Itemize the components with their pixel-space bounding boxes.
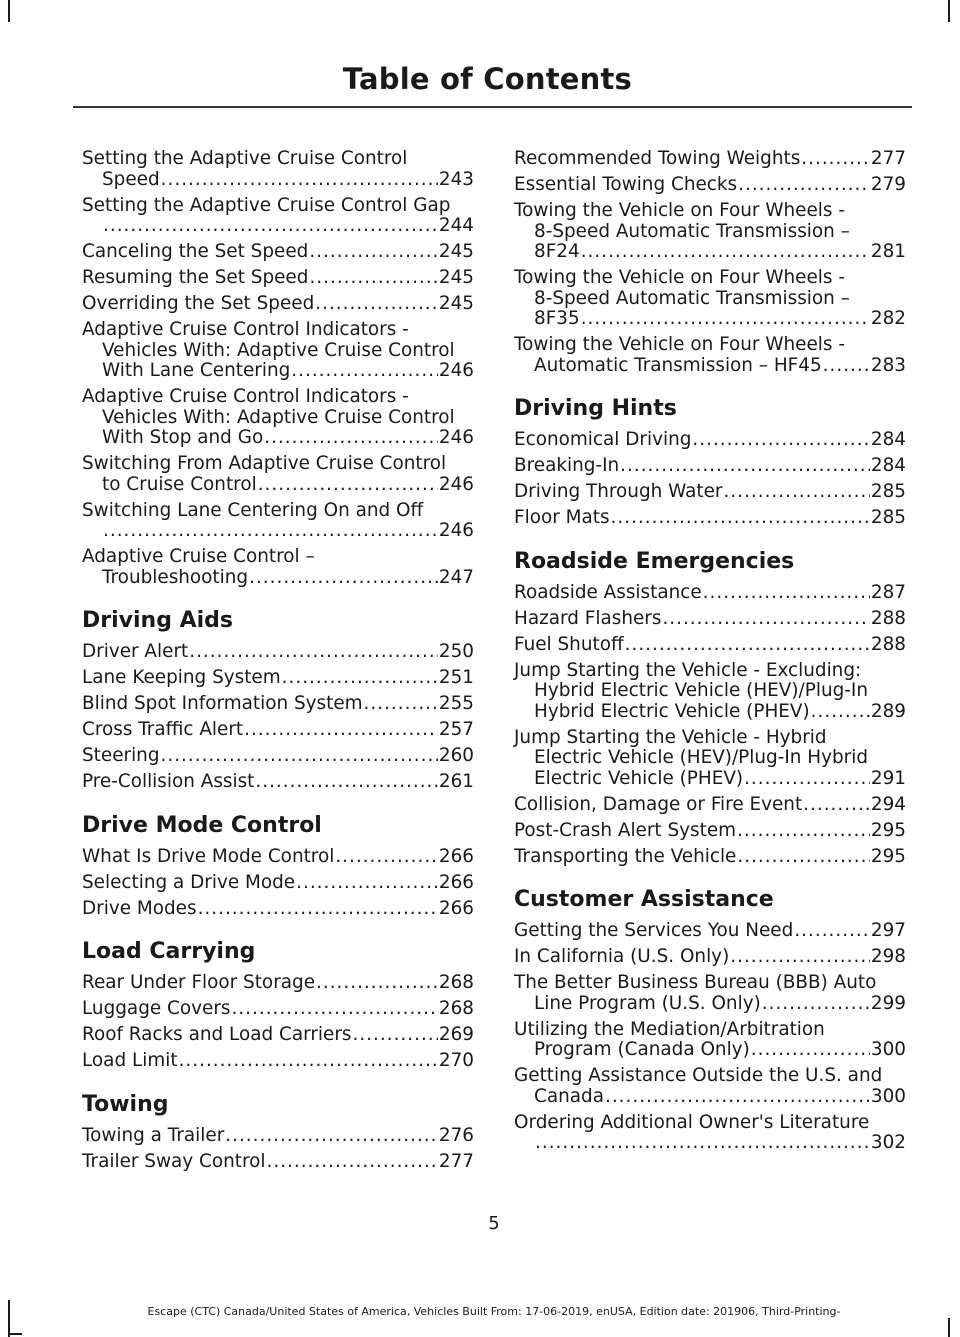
toc-column-right: [514, 149, 906, 1159]
toc-entry[interactable]: [514, 335, 906, 376]
toc-entry[interactable]: [514, 973, 906, 1014]
toc-entry[interactable]: [82, 149, 474, 190]
toc-entry-text: Hybrid Electric Vehicle (PHEV): [534, 700, 810, 722]
toc-entry[interactable]: [514, 947, 906, 968]
toc-entry[interactable]: [514, 1020, 906, 1061]
dot-leader: [730, 947, 870, 968]
dot-leader: [231, 999, 437, 1020]
toc-entry-text: Ordering Additional Owner's Literature: [514, 1111, 870, 1133]
toc-page-number: 281: [870, 241, 906, 262]
toc-entry-text: Post-Crash Alert System: [514, 819, 737, 841]
toc-entry-text: Cross Traffic Alert: [82, 719, 244, 740]
dot-leader: [291, 361, 438, 382]
toc-entry[interactable]: [514, 456, 906, 477]
section-heading: Customer Assistance: [514, 887, 774, 912]
dot-leader: [581, 242, 870, 263]
toc-page-number: 268: [438, 972, 474, 993]
toc-entry[interactable]: [82, 973, 474, 994]
dot-leader: [296, 873, 438, 894]
section-heading: Driving Hints: [514, 396, 677, 421]
toc-entry-text: 8-Speed Automatic Transmission –: [534, 220, 850, 242]
toc-page-number: 277: [438, 1150, 474, 1172]
toc-entry-text: Drive Modes: [82, 897, 197, 919]
toc-entry-text: Breaking-In: [514, 455, 620, 476]
toc-entry[interactable]: [82, 294, 474, 315]
toc-page-number: 288: [870, 607, 906, 629]
section-heading: Towing: [82, 1091, 169, 1117]
section-heading: Drive Mode Control: [82, 812, 322, 838]
toc-entry[interactable]: [82, 196, 474, 237]
toc-entry[interactable]: [514, 175, 906, 196]
toc-page-number: 269: [438, 1024, 474, 1045]
toc-entry-text: Line Program (U.S. Only): [534, 992, 761, 1014]
toc-entry-text: Floor Mats: [514, 507, 610, 528]
toc-column-left: [82, 149, 474, 1178]
toc-page-number: 284: [870, 429, 906, 450]
toc-entry-text: Getting the Services You Need: [514, 920, 794, 941]
toc-page-number: 291: [870, 767, 906, 789]
dot-leader: [282, 668, 438, 689]
toc-entry-text: Blind Spot Information System: [82, 693, 363, 714]
dot-leader: [309, 242, 438, 263]
toc-entry[interactable]: [82, 694, 474, 715]
toc-entry[interactable]: [514, 847, 906, 868]
toc-entry-text: Selecting a Drive Mode: [82, 871, 296, 893]
toc-page-number: 297: [870, 920, 906, 941]
dot-leader: [737, 821, 870, 842]
toc-page-number: 243: [438, 168, 474, 190]
header-rule: [73, 106, 912, 108]
toc-entry[interactable]: [514, 583, 906, 604]
dot-leader: [535, 1133, 870, 1154]
toc-entry-text: Speed: [102, 168, 160, 190]
dot-leader: [161, 170, 438, 191]
dot-leader: [724, 482, 870, 503]
dot-leader: [620, 456, 870, 477]
toc-entry[interactable]: [82, 668, 474, 689]
dot-leader: [605, 1087, 870, 1108]
toc-entry[interactable]: [82, 387, 474, 449]
crop-mark: [948, 0, 950, 22]
dot-leader: [103, 521, 438, 542]
toc-entry-text: Towing the Vehicle on Four Wheels -: [514, 334, 845, 355]
toc-entry[interactable]: [82, 1051, 474, 1072]
toc-entry[interactable]: [514, 268, 906, 330]
dot-leader: [249, 568, 438, 589]
toc-page-number: 261: [438, 771, 474, 792]
toc-entry-text: Program (Canada Only): [534, 1039, 750, 1060]
toc-page-number: 246: [438, 427, 474, 448]
dot-leader: [316, 973, 438, 994]
toc-page-number: 299: [870, 992, 906, 1014]
toc-entry[interactable]: [514, 430, 906, 451]
toc-entry-text: Electric Vehicle (PHEV): [534, 767, 744, 789]
toc-page-number: 289: [870, 700, 906, 722]
dot-leader: [103, 216, 438, 237]
toc-entry[interactable]: [82, 873, 474, 894]
toc-entry-text: Steering: [82, 745, 160, 766]
toc-entry[interactable]: [514, 821, 906, 842]
toc-page-number: 268: [438, 998, 474, 1019]
toc-page-number: 244: [438, 215, 474, 236]
toc-page-number: 300: [870, 1039, 906, 1060]
dot-leader: [811, 702, 870, 723]
dot-leader: [309, 268, 437, 289]
toc-entry-text: Trailer Sway Control: [82, 1150, 266, 1172]
section-heading: Driving Aids: [82, 608, 234, 633]
toc-entry[interactable]: [82, 772, 474, 793]
toc-entry-text: Adaptive Cruise Control Indicators -: [82, 386, 409, 407]
toc-entry-text: Driver Alert: [82, 641, 189, 662]
crop-mark: [948, 1318, 950, 1337]
toc-page-number: 287: [870, 581, 906, 603]
toc-entry-text: Economical Driving: [514, 429, 692, 450]
toc-entry[interactable]: [82, 899, 474, 920]
toc-page-number: 260: [438, 745, 474, 766]
toc-entry-text: Collision, Damage or Fire Event: [514, 793, 803, 815]
toc-entry-text: 8F35: [534, 308, 580, 329]
toc-page-number: 285: [870, 507, 906, 528]
toc-page-number: 302: [870, 1132, 906, 1153]
toc-entry-text: Getting Assistance Outside the U.S. and: [514, 1065, 883, 1086]
toc-page-number: 277: [870, 148, 906, 169]
toc-page-number: 246: [438, 473, 474, 495]
toc-entry-text: Canceling the Set Speed: [82, 241, 309, 262]
toc-page-number: 298: [870, 946, 906, 967]
toc-entry[interactable]: [514, 201, 906, 263]
toc-page-number: 251: [438, 667, 474, 688]
toc-page-number: 270: [438, 1050, 474, 1071]
toc-entry[interactable]: [514, 728, 906, 790]
toc-entry[interactable]: [82, 746, 474, 767]
dot-leader: [179, 1051, 438, 1072]
toc-page-number: 285: [870, 481, 906, 502]
toc-page-number: 246: [438, 520, 474, 541]
toc-entry-text: Automatic Transmission – HF45: [534, 354, 822, 376]
toc-entry-text: Vehicles With: Adaptive Cruise Control: [102, 339, 455, 361]
page-title: Table of Contents: [342, 62, 632, 96]
toc-entry-text: Towing the Vehicle on Four Wheels -: [514, 200, 845, 221]
toc-entry-text: Load Limit: [82, 1050, 178, 1071]
toc-page-number: 294: [870, 793, 906, 815]
toc-entry-text: Adaptive Cruise Control –: [82, 546, 315, 567]
toc-entry-text: Resuming the Set Speed: [82, 267, 309, 288]
toc-page-number: 295: [870, 845, 906, 867]
toc-entry-text: Recommended Towing Weights: [514, 148, 801, 169]
dot-leader: [762, 994, 870, 1015]
toc-entry[interactable]: [82, 268, 474, 289]
dot-leader: [662, 609, 869, 630]
section-heading: Load Carrying: [82, 939, 256, 964]
toc-entry[interactable]: [82, 547, 474, 588]
crop-mark: [8, 1333, 22, 1335]
toc-entry-text: Troubleshooting: [102, 566, 249, 588]
toc-entry-text: Vehicles With: Adaptive Cruise Control: [102, 406, 455, 428]
toc-page-number: 284: [870, 455, 906, 476]
toc-entry-text: In California (U.S. Only): [514, 946, 730, 967]
toc-entry-text: Jump Starting the Vehicle - Hybrid: [514, 726, 827, 748]
toc-page-number: 266: [438, 871, 474, 893]
toc-page-number: 245: [438, 267, 474, 288]
dot-leader: [161, 746, 438, 767]
toc-entry-text: Overriding the Set Speed: [82, 293, 315, 314]
dot-leader: [794, 921, 870, 942]
toc-entry-text: Switching From Adaptive Cruise Control: [82, 453, 447, 474]
toc-entry-text: Driving Through Water: [514, 481, 723, 502]
toc-page-number: 250: [438, 641, 474, 662]
toc-page-number: 282: [870, 308, 906, 329]
dot-leader: [737, 847, 870, 868]
toc-entry[interactable]: [82, 1152, 474, 1173]
crop-mark: [8, 0, 10, 22]
toc-entry[interactable]: [514, 609, 906, 630]
toc-entry[interactable]: [514, 635, 906, 656]
toc-entry-text: to Cruise Control: [102, 473, 257, 495]
toc-entry-text: Setting the Adaptive Cruise Control Gap: [82, 194, 451, 216]
toc-entry-text: Towing the Vehicle on Four Wheels -: [514, 267, 845, 288]
toc-page-number: 276: [438, 1124, 474, 1146]
dot-leader: [692, 430, 869, 451]
toc-entry-text: With Lane Centering: [102, 360, 291, 381]
toc-entry[interactable]: [514, 482, 906, 503]
toc-entry-text: Towing a Trailer: [82, 1124, 225, 1146]
toc-entry[interactable]: [82, 1126, 474, 1147]
toc-entry[interactable]: [82, 242, 474, 263]
dot-leader: [353, 1025, 438, 1046]
toc-entry-text: Hazard Flashers: [514, 607, 662, 629]
dot-leader: [364, 694, 438, 715]
toc-entry-text: Fuel Shutoff: [514, 633, 624, 655]
dot-leader: [801, 149, 870, 170]
toc-entry[interactable]: [82, 1025, 474, 1046]
toc-entry-text: Rear Under Floor Storage: [82, 972, 316, 993]
dot-leader: [255, 772, 438, 793]
toc-entry[interactable]: [514, 1113, 906, 1154]
toc-entry-text: Roof Racks and Load Carriers: [82, 1024, 352, 1045]
dot-leader: [611, 508, 870, 529]
toc-page-number: 266: [438, 897, 474, 919]
dot-leader: [267, 1152, 438, 1173]
dot-leader: [258, 475, 438, 496]
toc-entry-text: What Is Drive Mode Control: [82, 845, 335, 867]
toc-page-number: 245: [438, 241, 474, 262]
toc-entry-text: Canada: [534, 1085, 604, 1107]
dot-leader: [189, 642, 438, 663]
dot-leader: [751, 1040, 870, 1061]
toc-entry-text: Roadside Assistance: [514, 581, 702, 603]
toc-page-number: 247: [438, 566, 474, 588]
toc-page-number: 246: [438, 360, 474, 381]
page-number: 5: [488, 1213, 500, 1234]
dot-leader: [581, 309, 870, 330]
toc-entry-text: Pre-Collision Assist: [82, 771, 255, 792]
dot-leader: [738, 175, 870, 196]
toc-entry-text: Jump Starting the Vehicle - Excluding:: [514, 659, 862, 681]
toc-entry[interactable]: [514, 149, 906, 170]
toc-entry[interactable]: [82, 999, 474, 1020]
toc-page-number: 283: [870, 354, 906, 376]
toc-page-number: 255: [438, 693, 474, 714]
dot-leader: [335, 847, 438, 868]
dot-leader: [703, 583, 870, 604]
dot-leader: [625, 635, 870, 656]
dot-leader: [244, 720, 438, 741]
toc-entry[interactable]: [514, 661, 906, 723]
dot-leader: [803, 795, 870, 816]
toc-entry-text: Transporting the Vehicle: [514, 845, 737, 867]
toc-entry[interactable]: [82, 642, 474, 663]
dot-leader: [225, 1126, 438, 1147]
dot-leader: [823, 356, 870, 377]
footer-text: Escape (CTC) Canada/United States of America, Vehicles Built From: 17-06-2019, enUSA, Edition date: 201906, Third-Printing-: [147, 1305, 841, 1318]
toc-entry[interactable]: [514, 921, 906, 942]
toc-page-number: 266: [438, 845, 474, 867]
toc-entry[interactable]: [82, 847, 474, 868]
toc-page-number: 295: [870, 819, 906, 841]
toc-entry[interactable]: [82, 320, 474, 382]
toc-entry-text: Electric Vehicle (HEV)/Plug-In Hybrid: [534, 747, 869, 768]
toc-entry-text: Utilizing the Mediation/Arbitration: [514, 1018, 825, 1040]
toc-entry-text: The Better Business Bureau (BBB) Auto: [514, 972, 877, 993]
toc-entry-text: Essential Towing Checks: [514, 174, 738, 195]
toc-entry[interactable]: [82, 454, 474, 495]
toc-entry-text: Setting the Adaptive Cruise Control: [82, 148, 408, 169]
toc-page-number: 279: [870, 174, 906, 195]
toc-entry-text: Lane Keeping System: [82, 667, 281, 688]
toc-page-number: 245: [438, 293, 474, 314]
toc-entry-text: Luggage Covers: [82, 998, 231, 1019]
toc-entry-text: Hybrid Electric Vehicle (HEV)/Plug-In: [534, 680, 869, 701]
dot-leader: [264, 428, 438, 449]
toc-entry[interactable]: [82, 720, 474, 741]
toc-entry[interactable]: [514, 508, 906, 529]
dot-leader: [744, 769, 870, 790]
toc-page-number: 288: [870, 633, 906, 655]
toc-entry[interactable]: [514, 1066, 906, 1107]
dot-leader: [198, 899, 438, 920]
dot-leader: [315, 294, 438, 315]
toc-entry[interactable]: [514, 795, 906, 816]
toc-page-number: 300: [870, 1085, 906, 1107]
section-heading: Roadside Emergencies: [514, 548, 795, 574]
toc-entry-text: 8F24: [534, 241, 580, 262]
toc-entry-text: Adaptive Cruise Control Indicators -: [82, 319, 409, 340]
toc-entry-text: Switching Lane Centering On and Off: [82, 499, 424, 521]
toc-entry[interactable]: [82, 501, 474, 542]
toc-entry-text: With Stop and Go: [102, 427, 264, 448]
toc-entry-text: 8-Speed Automatic Transmission –: [534, 287, 850, 309]
toc-page-number: 257: [438, 719, 474, 740]
